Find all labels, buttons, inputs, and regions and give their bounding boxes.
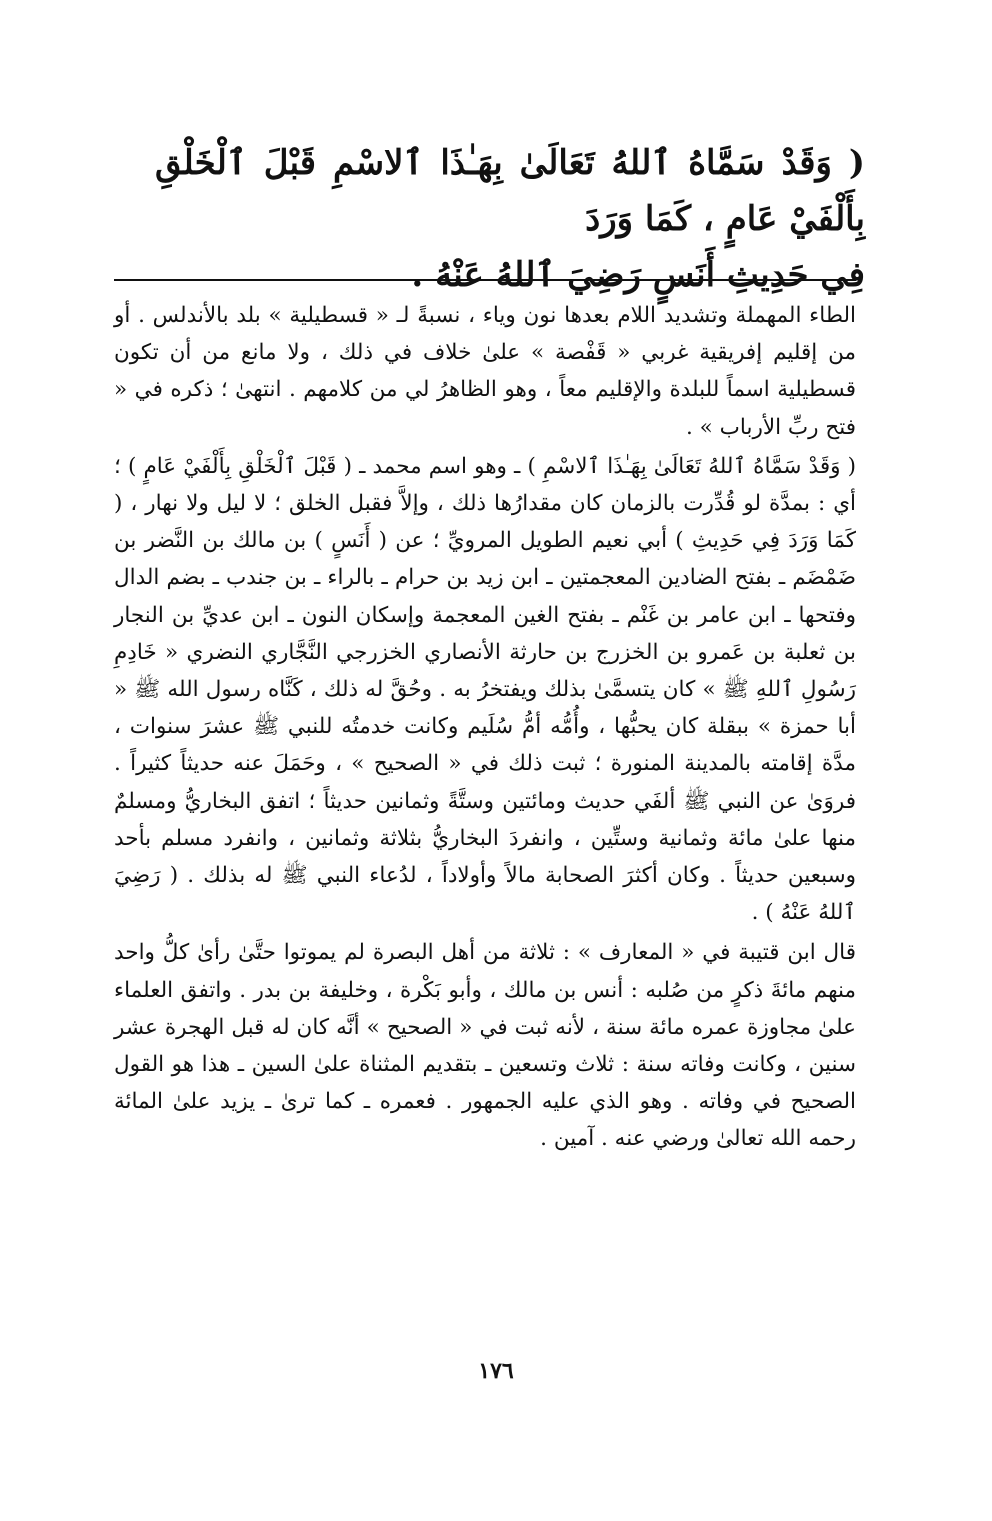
commentary-paragraph-3: قال ابن قتيبة في « المعارف » : ثلاثة من أهل البصرة لم يموتوا حتَّىٰ رأىٰ كلُّ واحد منهم مائةَ ذكرٍ من صُلبه : أنس بن مالك ، وأبو بَكْرة ، وخليفة بن بدر . واتفق العلماء علىٰ مجاوزة عمره مائة سنة ، لأنه ثبت في « الصحيح » أنَّه كان له قبل الهجرة عشر سنين ، وكانت وفاته سنة : ثلاث وتسعين ـ بتقديم المثناة علىٰ السين ـ هذا هو القول الصحيح في وفاته . وهو الذي عليه الجمهور . فعمره ـ كما ترىٰ ـ يزيد علىٰ المائة رحمه الله تعالىٰ ورضي عنه . آمين .	[114, 940, 856, 1152]
commentary-paragraph-1: الطاء المهملة وتشديد اللام بعدها نون وياء ، نسبةً لـ « قسطيلية » بلد بالأندلس . أو من إقليم إفريقية غربي « قَفْصة » علىٰ خلاف في ذلك ، ولا مانع من أن تكون قسطيلية اسماً للبلدة والإقليم معاً ، وهو الظاهرُ لي من كلامهم . انتهىٰ ؛ ذكره في « فتح ربِّ الأرباب » .	[114, 303, 856, 440]
footnote-separator-rule	[114, 279, 856, 281]
page-number: ١٧٦	[478, 1358, 514, 1384]
matn-text	[155, 135, 865, 303]
matn-line-2: فِي حَدِيثِ أَنَسٍ رَضِيَ ٱللهُ عَنْهُ .	[411, 255, 865, 295]
commentary-text	[114, 297, 856, 1158]
commentary-paragraph-2: ( وَقَدْ سَمَّاهُ ٱللهُ تَعَالَىٰ بِهَـٰذَا ٱلاسْمِ ) ـ وهو اسم محمد ـ ( قَبْلَ ٱلْخَلْقِ بِأَلْفَيْ عَامٍ ) ؛ أي : بمدَّة لو قُدِّرت بالزمان كان مقدارُها ذلك ، وإلاَّ فقبل الخلق ؛ لا ليل ولا نهار ، ( كَمَا وَرَدَ فِي حَدِيثِ ) أبي نعيم الطويل المرويِّ ؛ عن ( أَنَسٍ ) بن مالك بن النَّضر بن ضَمْضَم ـ بفتح الضادين المعجمتين ـ ابن زيد بن حرام ـ بالراء ـ بن جندب ـ بضم الدال وفتحها ـ ابن عامر بن غَنْم ـ بفتح الغين المعجمة وإسكان النون ـ ابن عديِّ بن النجار بن ثعلبة بن عَمرو بن الخزرج بن حارثة الأنصاري الخزرجي النَّجَّاري النضري « خَادِمِ رَسُولِ ٱللهِ ﷺ » كان يتسمَّىٰ بذلك ويفتخرُ به . وحُقَّ له ذلك ، كَنَّاه رسول الله ﷺ « أبا حمزة » ببقلة كان يحبُّها ، وأُمُّه أمُّ سُلَيم وكانت خدمتُه للنبي ﷺ عشرَ سنوات ، مدَّة إقامته بالمدينة المنورة ؛ ثبت ذلك في « الصحيح » ، وحَمَلَ عنه حديثاً كثيراً . فروَىٰ عن النبي ﷺ ألفَي حديث ومائتين وستَّةً وثمانين حديثاً ؛ اتفق البخاريُّ ومسلمٌ منها علىٰ مائة وثمانية وستِّين ، وانفردَ البخاريُّ بثلاثة وثمانين ، وانفرد مسلم بأحد وسبعين حديثاً . وكان أكثرَ الصحابة مالاً وأولاداً ، لدُعاء النبي ﷺ له بذلك . ( رَضِيَ ٱللهُ عَنْهُ ) .	[114, 453, 856, 926]
matn-line-1: ( وَقَدْ سَمَّاهُ ٱللهُ تَعَالَىٰ بِهَـٰذَا ٱلاسْمِ قَبْلَ ٱلْخَلْقِ بِأَلْفَيْ عَامٍ ، كَمَا وَرَدَ	[155, 143, 865, 239]
